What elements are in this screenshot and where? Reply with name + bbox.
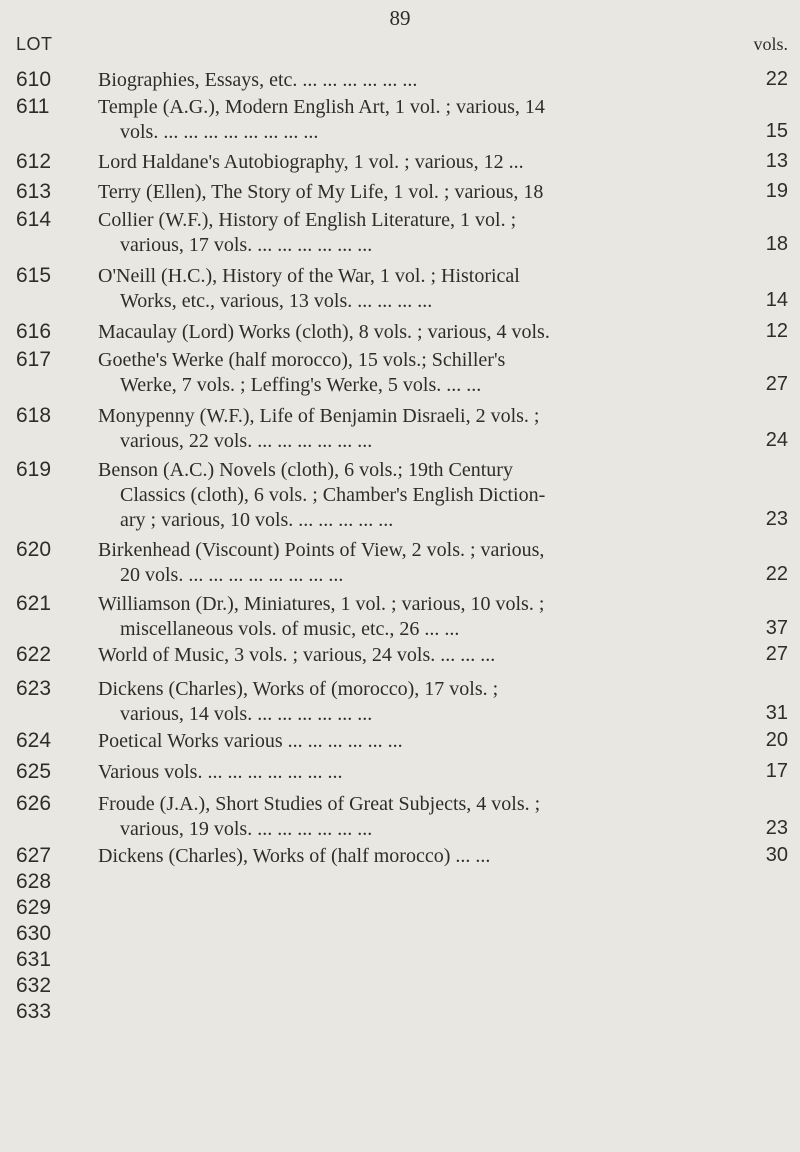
lot-entry	[0, 760, 800, 785]
lot-entry	[0, 150, 800, 175]
description-line: O'Neill (H.C.), History of the War, 1 vol. ; Historical	[98, 265, 520, 287]
lot-number: 627	[16, 844, 52, 867]
vols-column-header: vols.	[753, 34, 788, 54]
vols-count: 23	[765, 508, 788, 530]
lot-number: 616	[16, 320, 52, 343]
vols-count: 31	[765, 702, 788, 724]
lot-description	[98, 68, 698, 93]
vols-count: 24	[765, 429, 788, 451]
lot-number: 630	[16, 922, 52, 945]
lot-entry	[0, 458, 800, 533]
lot-entry	[0, 792, 800, 842]
lot-number: 615	[16, 264, 52, 287]
lot-description	[98, 348, 698, 398]
vols-count: 12	[765, 320, 788, 342]
lot-number: 621	[16, 592, 52, 615]
lot-number: 633	[16, 1000, 52, 1023]
vols-count: 18	[765, 233, 788, 255]
lot-description	[98, 150, 698, 175]
lot-entry	[0, 538, 800, 588]
vols-count: 13	[765, 150, 788, 172]
lot-number: 624	[16, 729, 52, 752]
lot-description	[98, 844, 698, 869]
lot-entry	[0, 348, 800, 398]
vols-count: 22	[765, 563, 788, 585]
description-line: Werke, 7 vols. ; Leffing's Werke, 5 vols. ... ...	[120, 374, 482, 396]
description-line: Classics (cloth), 6 vols. ; Chamber's English Diction-	[120, 484, 546, 506]
lot-description	[98, 760, 698, 785]
lot-number: 611	[16, 95, 50, 118]
vols-count: 23	[765, 817, 788, 839]
vols-count: 17	[765, 760, 788, 782]
lot-number: 631	[16, 948, 52, 971]
vols-count: 15	[765, 120, 788, 142]
description-line: Williamson (Dr.), Miniatures, 1 vol. ; various, 10 vols. ;	[98, 593, 545, 615]
description-line: various, 19 vols. ... ... ... ... ... ...	[120, 818, 373, 840]
lot-entry	[0, 677, 800, 727]
lot-column-header: LOT	[16, 34, 53, 54]
description-line: miscellaneous vols. of music, etc., 26 ... ...	[120, 618, 460, 640]
description-line: Benson (A.C.) Novels (cloth), 6 vols.; 19th Century	[98, 459, 513, 481]
description-line: Works, etc., various, 13 vols. ... ... ... ...	[120, 290, 433, 312]
lot-number: 620	[16, 538, 52, 561]
description-line: various, 14 vols. ... ... ... ... ... ...	[120, 703, 373, 725]
lot-description	[98, 677, 698, 727]
description-line: Various vols. ... ... ... ... ... ... ...	[98, 761, 343, 783]
vols-count: 27	[765, 373, 788, 395]
lot-entry	[0, 68, 800, 93]
description-line: Froude (J.A.), Short Studies of Great Subjects, 4 vols. ;	[98, 793, 541, 815]
description-line: World of Music, 3 vols. ; various, 24 vols. ... ... ...	[98, 644, 496, 666]
lot-entry	[0, 320, 800, 345]
description-line: Dickens (Charles), Works of (half morocco) ... ...	[98, 845, 491, 867]
lot-number: 612	[16, 150, 52, 173]
description-line: Dickens (Charles), Works of (morocco), 17 vols. ;	[98, 678, 499, 700]
description-line: Biographies, Essays, etc. ... ... ... ... ... ...	[98, 69, 418, 91]
description-line: Macaulay (Lord) Works (cloth), 8 vols. ; various, 4 vols.	[98, 321, 550, 343]
description-line: Temple (A.G.), Modern English Art, 1 vol. ; various, 14	[98, 96, 545, 118]
lot-entry	[0, 264, 800, 314]
vols-count: 14	[765, 289, 788, 311]
lot-number: 628	[16, 870, 52, 893]
description-line: ary ; various, 10 vols. ... ... ... ... ...	[120, 509, 394, 531]
lot-number: 629	[16, 896, 52, 919]
description-line: various, 17 vols. ... ... ... ... ... ...	[120, 234, 373, 256]
description-line: Collier (W.F.), History of English Literature, 1 vol. ;	[98, 209, 517, 231]
lot-number: 618	[16, 404, 52, 427]
vols-count: 37	[765, 617, 788, 639]
lot-number: 622	[16, 643, 52, 666]
description-line: Lord Haldane's Autobiography, 1 vol. ; various, 12 ...	[98, 151, 524, 173]
lot-description	[98, 592, 698, 642]
lot-description	[98, 643, 698, 668]
lot-entry	[0, 643, 800, 668]
description-line: various, 22 vols. ... ... ... ... ... ...	[120, 430, 373, 452]
lot-description	[98, 729, 698, 754]
lot-description	[98, 208, 698, 258]
page-number: 89	[389, 6, 411, 30]
lot-entry	[0, 729, 800, 754]
vols-count: 30	[765, 844, 788, 866]
lot-number: 619	[16, 458, 52, 481]
lot-description	[98, 320, 698, 345]
vols-count: 27	[765, 643, 788, 665]
lot-description	[98, 404, 698, 454]
lot-description	[98, 95, 698, 145]
lot-number: 614	[16, 208, 52, 231]
lot-entry	[0, 95, 800, 145]
lot-entry	[0, 208, 800, 258]
description-line: Poetical Works various ... ... ... ... ... ...	[98, 730, 403, 752]
lot-number: 617	[16, 348, 52, 371]
description-line: Terry (Ellen), The Story of My Life, 1 vol. ; various, 18	[98, 181, 544, 203]
lot-number: 625	[16, 760, 52, 783]
lot-number: 613	[16, 180, 52, 203]
description-line: 20 vols. ... ... ... ... ... ... ... ...	[120, 564, 344, 586]
description-line: Goethe's Werke (half morocco), 15 vols.; Schiller's	[98, 349, 506, 371]
lot-description	[98, 792, 698, 842]
lot-entry	[0, 180, 800, 205]
vols-count: 19	[765, 180, 788, 202]
lot-entry	[0, 592, 800, 642]
lot-number: 626	[16, 792, 52, 815]
vols-count: 20	[765, 729, 788, 751]
lot-description	[98, 538, 698, 588]
lot-description	[98, 264, 698, 314]
description-line: vols. ... ... ... ... ... ... ... ...	[120, 121, 319, 143]
lot-description	[98, 180, 698, 205]
lot-number: 623	[16, 677, 52, 700]
lot-number: 610	[16, 68, 52, 91]
description-line: Birkenhead (Viscount) Points of View, 2 vols. ; various,	[98, 539, 545, 561]
lot-entry	[0, 404, 800, 454]
description-line: Monypenny (W.F.), Life of Benjamin Disraeli, 2 vols. ;	[98, 405, 540, 427]
vols-count: 22	[765, 68, 788, 90]
lot-entry	[0, 844, 800, 869]
lot-number: 632	[16, 974, 52, 997]
lot-description	[98, 458, 698, 533]
